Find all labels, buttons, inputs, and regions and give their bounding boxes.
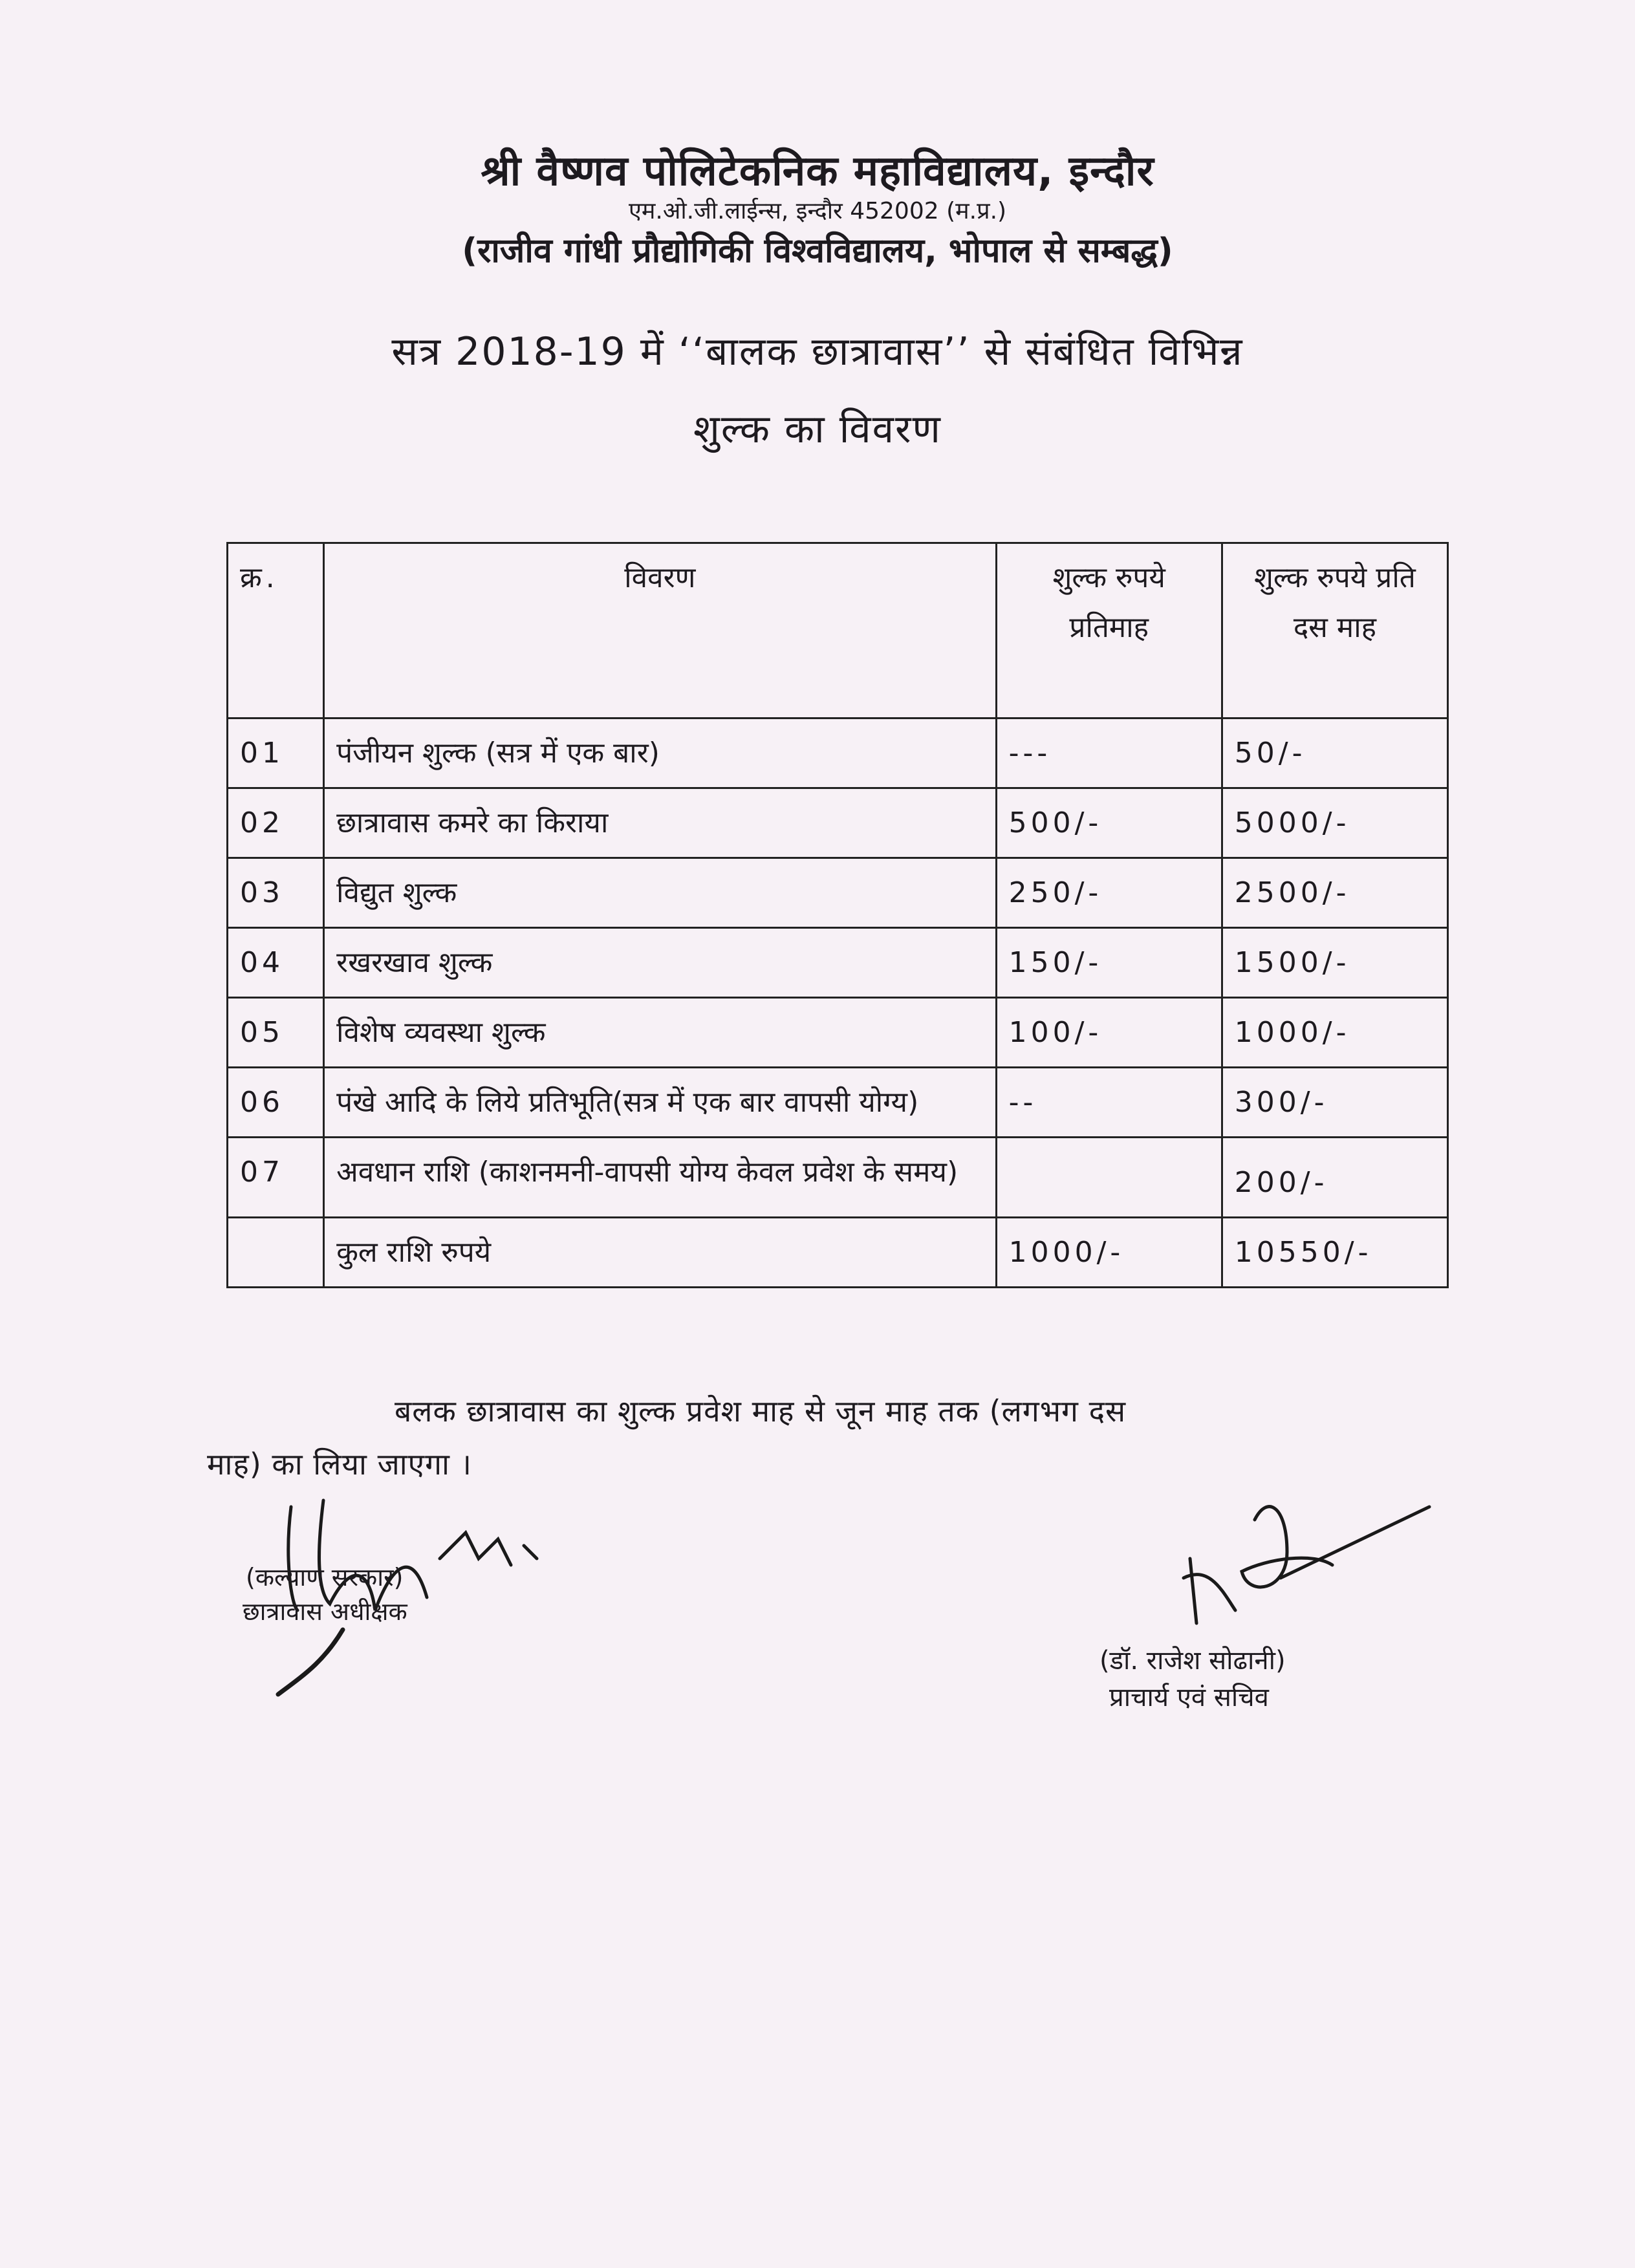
- row-ten-month: 200/-: [1222, 1138, 1447, 1218]
- row-description: अवधान राशि (काशनमनी-वापसी योग्य केवल प्रवेश के समय): [324, 1138, 997, 1218]
- row-ten-month: 5000/-: [1222, 788, 1447, 858]
- row-sno: 06: [228, 1068, 324, 1138]
- table-row: [228, 1138, 1448, 1218]
- row-sno: 01: [228, 718, 324, 788]
- row-monthly: 500/-: [996, 788, 1222, 858]
- row-monthly: 250/-: [996, 858, 1222, 928]
- institute-name: श्री वैष्णव पोलिटेकनिक महाविद्यालय, इन्दौर: [481, 147, 1154, 195]
- fee-table: [226, 542, 1449, 1288]
- row-ten-month: 1000/-: [1222, 998, 1447, 1068]
- institute-affiliation: (राजीव गांधी प्रौद्योगिकी विश्वविद्यालय, भोपाल से सम्बद्ध): [462, 232, 1173, 270]
- row-sno: 03: [228, 858, 324, 928]
- row-description: रखरखाव शुल्क: [324, 928, 997, 998]
- table-row: [228, 928, 1448, 998]
- total-monthly: 1000/-: [996, 1218, 1222, 1288]
- header-ten-month: शुल्क रुपये प्रति दस माह: [1222, 543, 1447, 718]
- row-monthly: 150/-: [996, 928, 1222, 998]
- row-sno: 02: [228, 788, 324, 858]
- row-sno: 04: [228, 928, 324, 998]
- left-signatory-name: (कल्याण सरकार): [246, 1563, 404, 1592]
- row-ten-month: 50/-: [1222, 718, 1447, 788]
- institute-address: एम.ओ.जी.लाईन्स, इन्दौर 452002 (म.प्र.): [628, 198, 1007, 224]
- table-row: [228, 718, 1448, 788]
- row-sno: 05: [228, 998, 324, 1068]
- table-row: [228, 858, 1448, 928]
- header-description: विवरण: [324, 543, 997, 718]
- total-ten-month: 10550/-: [1222, 1218, 1447, 1288]
- document-title-line2: शुल्क का विवरण: [693, 407, 942, 452]
- table-row: [228, 788, 1448, 858]
- total-label: कुल राशि रुपये: [324, 1218, 997, 1288]
- right-signature: [1164, 1481, 1462, 1649]
- row-description: पंखे आदि के लिये प्रतिभूति(सत्र में एक बार वापसी योग्य): [324, 1068, 997, 1138]
- row-sno: 07: [228, 1138, 324, 1218]
- row-ten-month: 2500/-: [1222, 858, 1447, 928]
- table-header-row: [228, 543, 1448, 718]
- table-total-row: [228, 1218, 1448, 1288]
- table-row: [228, 998, 1448, 1068]
- row-ten-month: 1500/-: [1222, 928, 1447, 998]
- header-sno: क्र.: [228, 543, 324, 718]
- row-description: छात्रावास कमरे का किराया: [324, 788, 997, 858]
- row-description: विद्युत शुल्क: [324, 858, 997, 928]
- row-monthly: 100/-: [996, 998, 1222, 1068]
- row-monthly: [996, 1138, 1222, 1218]
- row-monthly: --: [996, 1068, 1222, 1138]
- row-monthly: ---: [996, 718, 1222, 788]
- right-signatory-role: प्राचार्य एवं सचिव: [1109, 1683, 1269, 1712]
- header-monthly: शुल्क रुपये प्रतिमाह: [996, 543, 1222, 718]
- row-ten-month: 300/-: [1222, 1068, 1447, 1138]
- row-description: विशेष व्यवस्था शुल्क: [324, 998, 997, 1068]
- total-sno-cell: [228, 1218, 324, 1288]
- left-signatory-role: छात्रावास अधीक्षक: [243, 1597, 407, 1626]
- note-line1: बलक छात्रावास का शुल्क प्रवेश माह से जून माह तक (लगभग दस: [395, 1394, 1127, 1429]
- document-title-line1: सत्र 2018-19 में ‘‘बालक छात्रावास’’ से संबंधित विभिन्न: [391, 329, 1244, 374]
- row-description: पंजीयन शुल्क (सत्र में एक बार): [324, 718, 997, 788]
- note-line2: माह) का लिया जाएगा ।: [207, 1447, 472, 1482]
- table-row: [228, 1068, 1448, 1138]
- right-signatory-name: (डॉ. राजेश सोढानी): [1099, 1646, 1286, 1676]
